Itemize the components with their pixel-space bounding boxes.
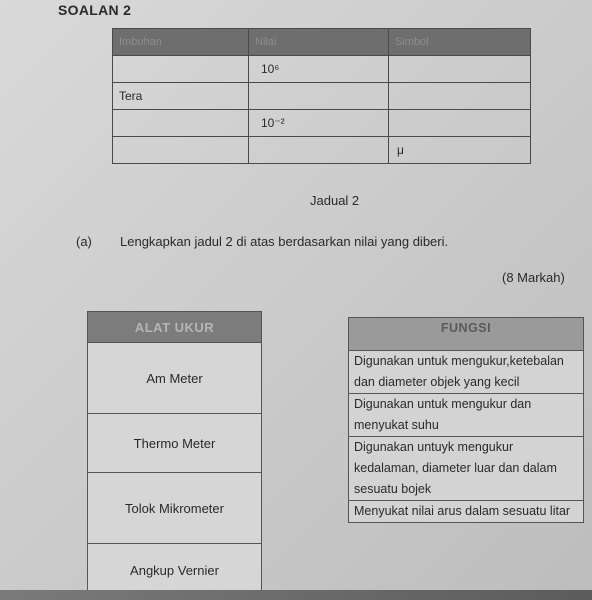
table-cell xyxy=(113,110,249,137)
prefix-table xyxy=(112,28,531,164)
header-cell-nilai: Nilai xyxy=(249,29,389,56)
table-row xyxy=(113,137,531,164)
table-cell xyxy=(113,137,249,164)
function-cell: Menyukat nilai arus dalam sesuatu litar xyxy=(349,501,584,523)
function-cell: Digunakan untuk mengukur,ketebalan dan diameter objek yang kecil xyxy=(349,351,584,394)
table-cell: 10⁻² xyxy=(249,110,389,137)
measuring-tools-table xyxy=(87,311,262,597)
header-cell-simbol: Simbol xyxy=(389,29,531,56)
marks-label: (8 Markah) xyxy=(502,270,565,285)
table-row xyxy=(113,83,531,110)
table-cell xyxy=(389,110,531,137)
tool-cell: Tolok Mikrometer xyxy=(88,473,262,544)
table-cell xyxy=(113,56,249,83)
question-part-text: Lengkapkan jadul 2 di atas berdasarkan nilai yang diberi. xyxy=(120,234,449,249)
table-cell: Tera xyxy=(113,83,249,110)
function-cell: Digunakan untuk mengukur dan menyukat suhu xyxy=(349,394,584,437)
table-header-row xyxy=(113,29,531,56)
tool-cell: Thermo Meter xyxy=(88,414,262,473)
tool-cell: Am Meter xyxy=(88,343,262,414)
tool-cell: Angkup Vernier xyxy=(88,544,262,597)
table-cell xyxy=(249,137,389,164)
table-row xyxy=(113,110,531,137)
table-cell xyxy=(389,83,531,110)
functions-header: FUNGSI xyxy=(349,318,584,351)
question-part-label: (a) xyxy=(76,234,92,249)
functions-table xyxy=(348,317,584,523)
table-row xyxy=(113,56,531,83)
table-cell: μ xyxy=(389,137,531,164)
tools-header: ALAT UKUR xyxy=(88,312,262,343)
table-cell xyxy=(389,56,531,83)
question-title: SOALAN 2 xyxy=(58,2,132,18)
table-caption: Jadual 2 xyxy=(310,193,360,208)
page-edge-shadow xyxy=(0,590,592,600)
header-cell-imbuhan: Imbuhan xyxy=(113,29,249,56)
table-cell: 10⁶ xyxy=(249,56,389,83)
function-cell: Digunakan untuyk mengukur kedalaman, diameter luar dan dalam sesuatu bojek xyxy=(349,437,584,501)
table-cell xyxy=(249,83,389,110)
